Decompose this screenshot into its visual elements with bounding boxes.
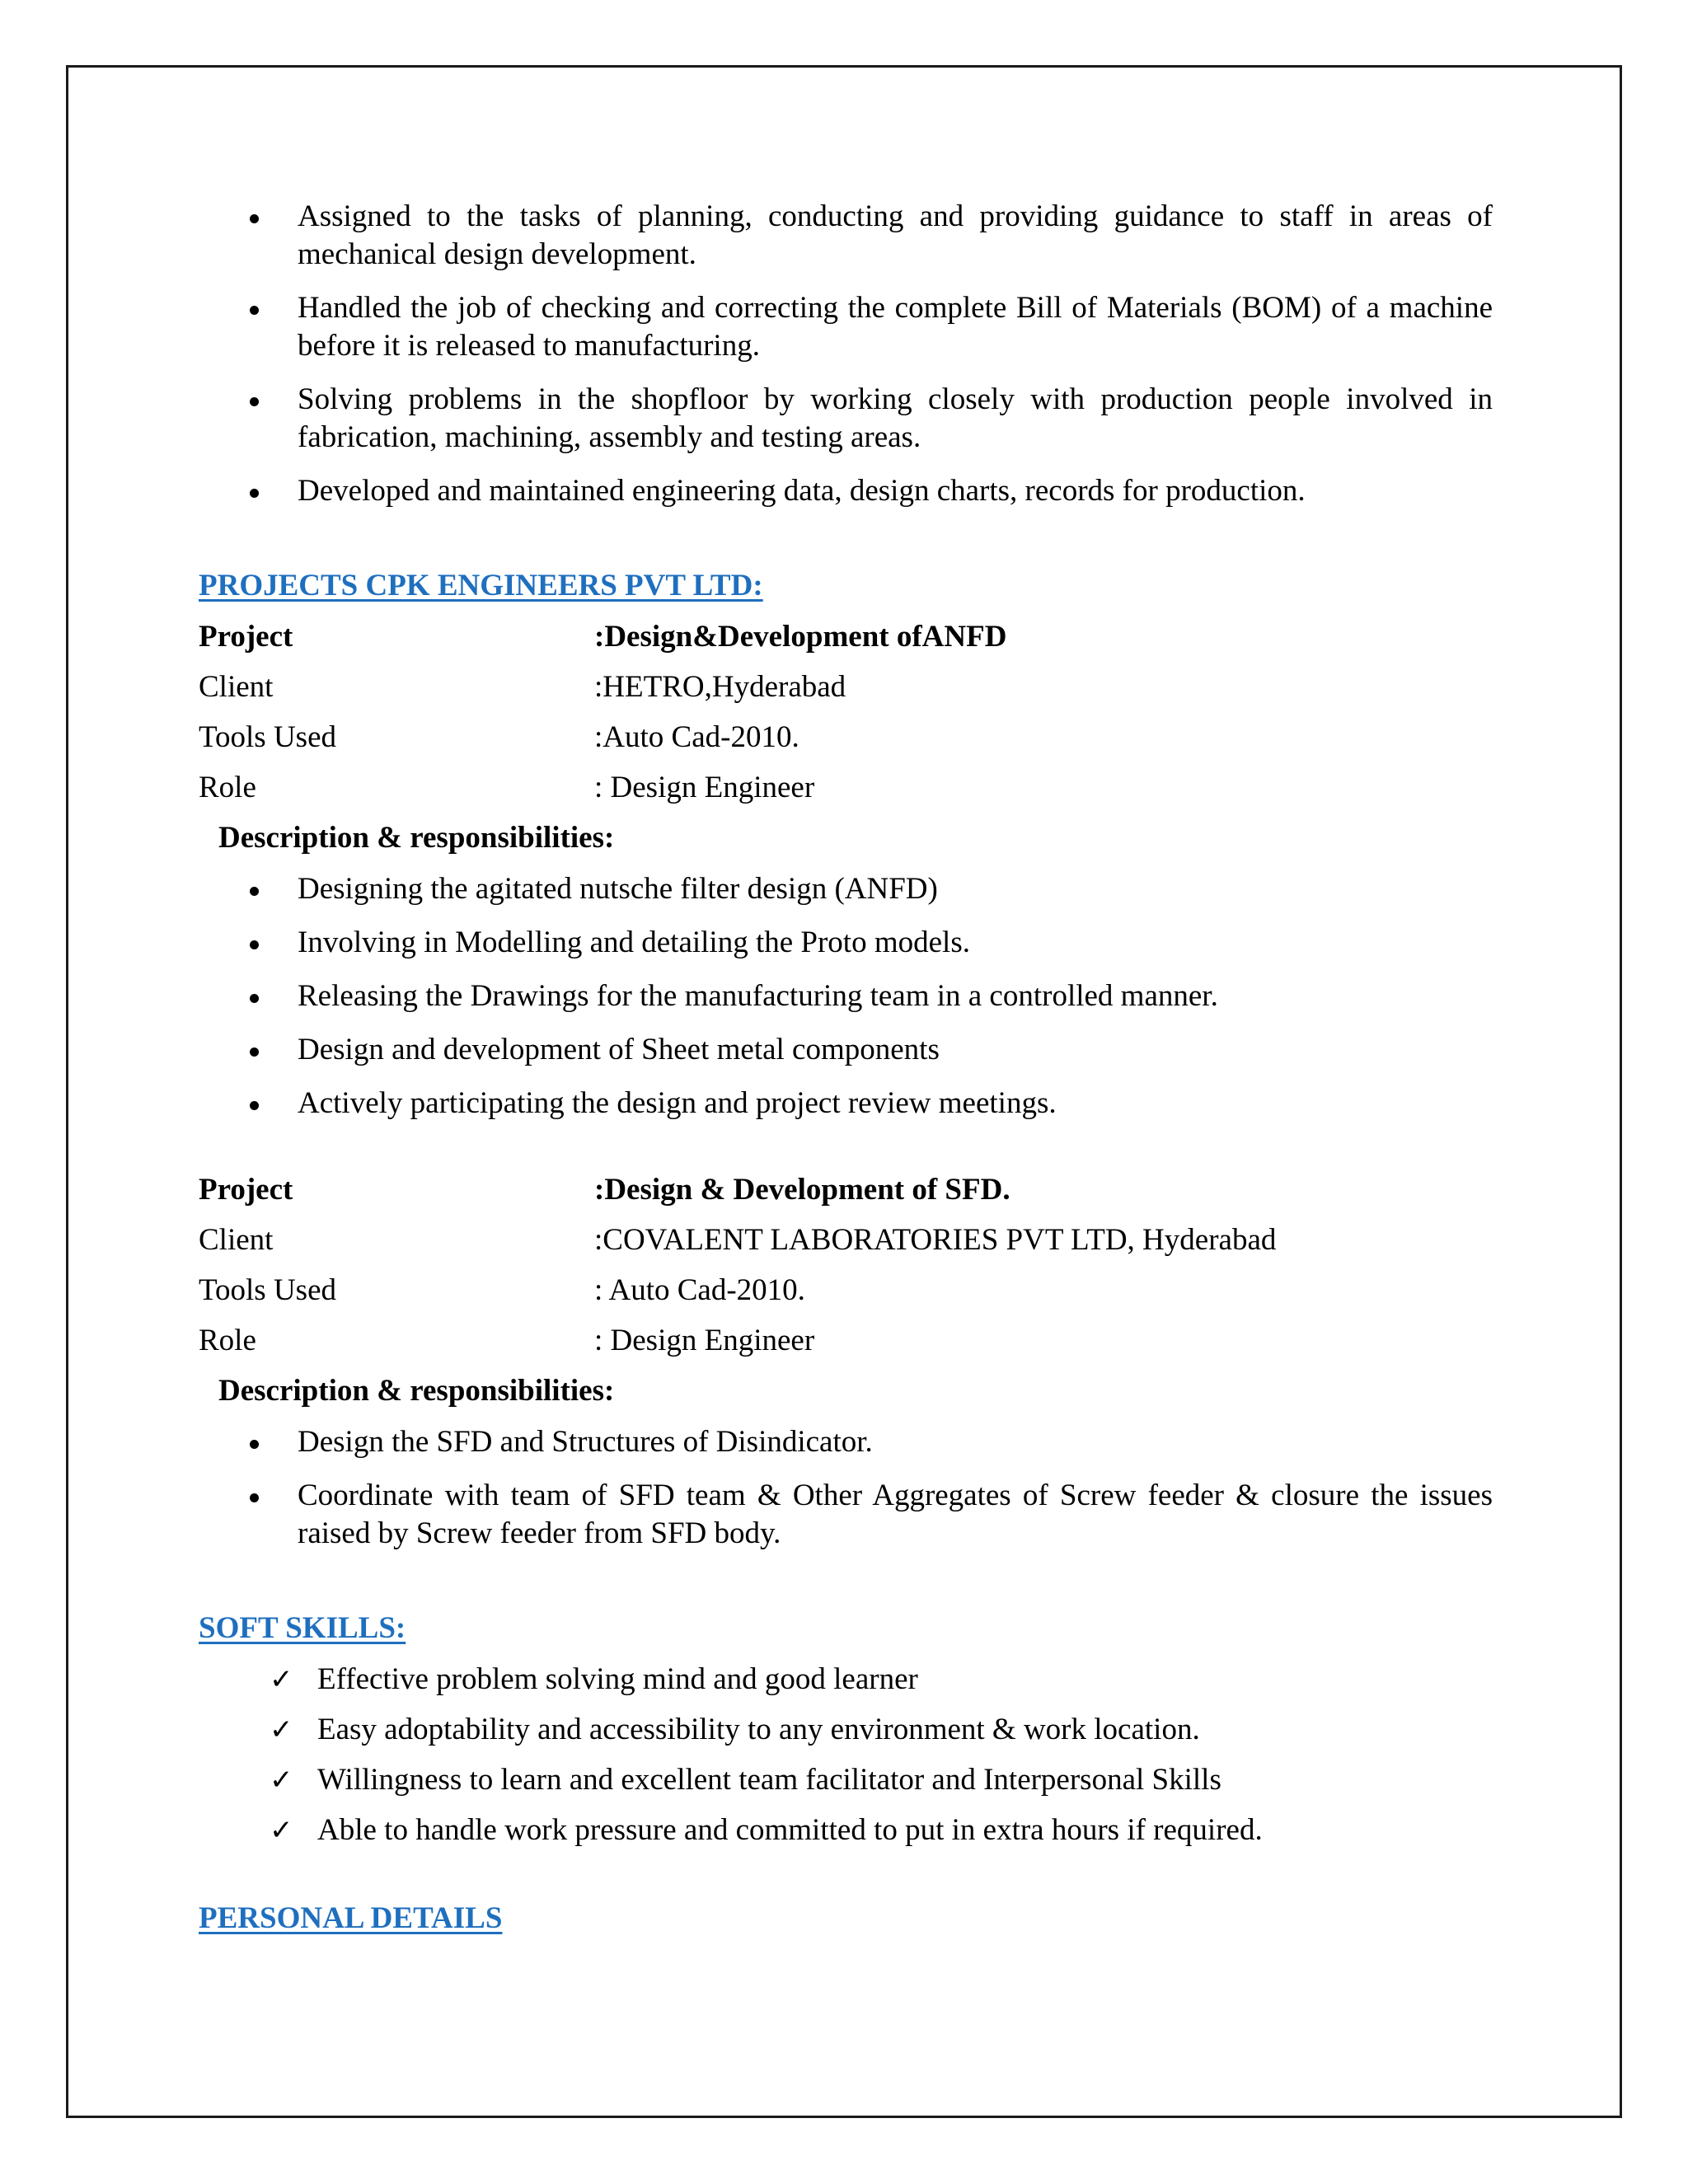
role-value: : Design Engineer [594,1324,815,1357]
bullet-text: Assigned to the tasks of planning, conducting and providing guidance to staff in areas of mechanical design development. [298,199,1493,271]
bullet-icon [250,1493,259,1502]
resume-content [199,198,1493,1938]
bullet-icon [250,1047,259,1057]
tools-value: :Auto Cad-2010. [594,720,799,754]
project-value: :Design & Development of SFD. [594,1173,1010,1207]
bullet-icon [250,306,259,315]
bullet-text: Releasing the Drawings for the manufacturing team in a controlled manner. [298,979,1218,1013]
list-item [199,1661,1493,1711]
project2-bullet-list [199,1423,1493,1553]
description-label: Description & responsibilities: [218,821,615,855]
bullet-text: Actively participating the design and project review meetings. [298,1086,1057,1120]
intro-bullet-list [199,198,1493,510]
soft-skills-heading: SOFT SKILLS: [199,1611,406,1645]
project1-client-row [199,668,1493,719]
role-label: Role [199,1324,256,1357]
list-item [199,977,1493,1015]
project1-role-row [199,769,1493,819]
bullet-icon [250,887,259,896]
list-item [199,1031,1493,1069]
project-label: Project [199,1173,293,1207]
bullet-text: Developed and maintained engineering data, design charts, records for production. [298,474,1306,508]
list-item [199,1085,1493,1122]
skill-text: Effective problem solving mind and good learner [317,1662,918,1696]
bullet-text: Design and development of Sheet metal components [298,1033,940,1066]
project1-project-row [199,618,1493,668]
checkmark-icon: ✓ [270,1713,293,1746]
bullet-icon [250,489,259,498]
tools-label: Tools Used [199,720,336,754]
client-label: Client [199,1223,274,1257]
bullet-icon [250,1101,259,1110]
checkmark-icon: ✓ [270,1764,293,1797]
skill-text: Able to handle work pressure and committed to put in extra hours if required. [317,1813,1263,1847]
description-label: Description & responsibilities: [218,1374,615,1408]
skill-text: Willingness to learn and excellent team facilitator and Interpersonal Skills [317,1763,1221,1797]
skill-text: Easy adoptability and accessibility to any environment & work location. [317,1713,1200,1746]
list-item [199,381,1493,457]
role-label: Role [199,771,256,804]
projects-heading: PROJECTS CPK ENGINEERS PVT LTD: [199,569,763,602]
project2-tools-row [199,1272,1493,1322]
bullet-text: Coordinate with team of SFD team & Other Aggregates of Screw feeder & closure the issues raised by Screw feeder from SFD body. [298,1479,1493,1550]
bullet-icon [250,940,259,949]
bullet-text: Designing the agitated nutsche filter design (ANFD) [298,872,938,906]
list-item [199,924,1493,962]
list-item [199,870,1493,908]
role-value: : Design Engineer [594,771,815,804]
project2-client-row [199,1221,1493,1272]
bullet-text: Handled the job of checking and correcting the complete Bill of Materials (BOM) of a machine before it is released to manufacturing. [298,291,1493,363]
list-item [199,1811,1493,1862]
list-item [199,289,1493,365]
checkmark-icon: ✓ [270,1814,293,1847]
checkmark-icon: ✓ [270,1663,293,1696]
bullet-icon [250,1440,259,1449]
client-label: Client [199,670,274,704]
bullet-icon [250,397,259,406]
list-item [199,1423,1493,1461]
client-value: :COVALENT LABORATORIES PVT LTD, Hyderabad [594,1223,1277,1257]
client-value: :HETRO,Hyderabad [594,670,846,704]
list-item [199,198,1493,274]
personal-details-heading: PERSONAL DETAILS [199,1901,503,1935]
bullet-text: Involving in Modelling and detailing the Proto models. [298,926,970,959]
list-item [199,1711,1493,1761]
project1-bullet-list [199,870,1493,1122]
project-value: :Design&Development ofANFD [594,620,1007,654]
project2-role-row [199,1322,1493,1372]
soft-skills-list [199,1661,1493,1862]
project-label: Project [199,620,293,654]
bullet-text: Solving problems in the shopfloor by working closely with production people involved in fabrication, machining, assembly and testing areas. [298,382,1493,454]
project2-project-row [199,1171,1493,1221]
list-item [199,472,1493,510]
tools-value: : Auto Cad-2010. [594,1273,805,1307]
project1-tools-row [199,719,1493,769]
tools-label: Tools Used [199,1273,336,1307]
bullet-icon [250,994,259,1003]
list-item [199,1477,1493,1553]
list-item [199,1761,1493,1811]
bullet-text: Design the SFD and Structures of Disindicator. [298,1425,873,1459]
bullet-icon [250,214,259,223]
